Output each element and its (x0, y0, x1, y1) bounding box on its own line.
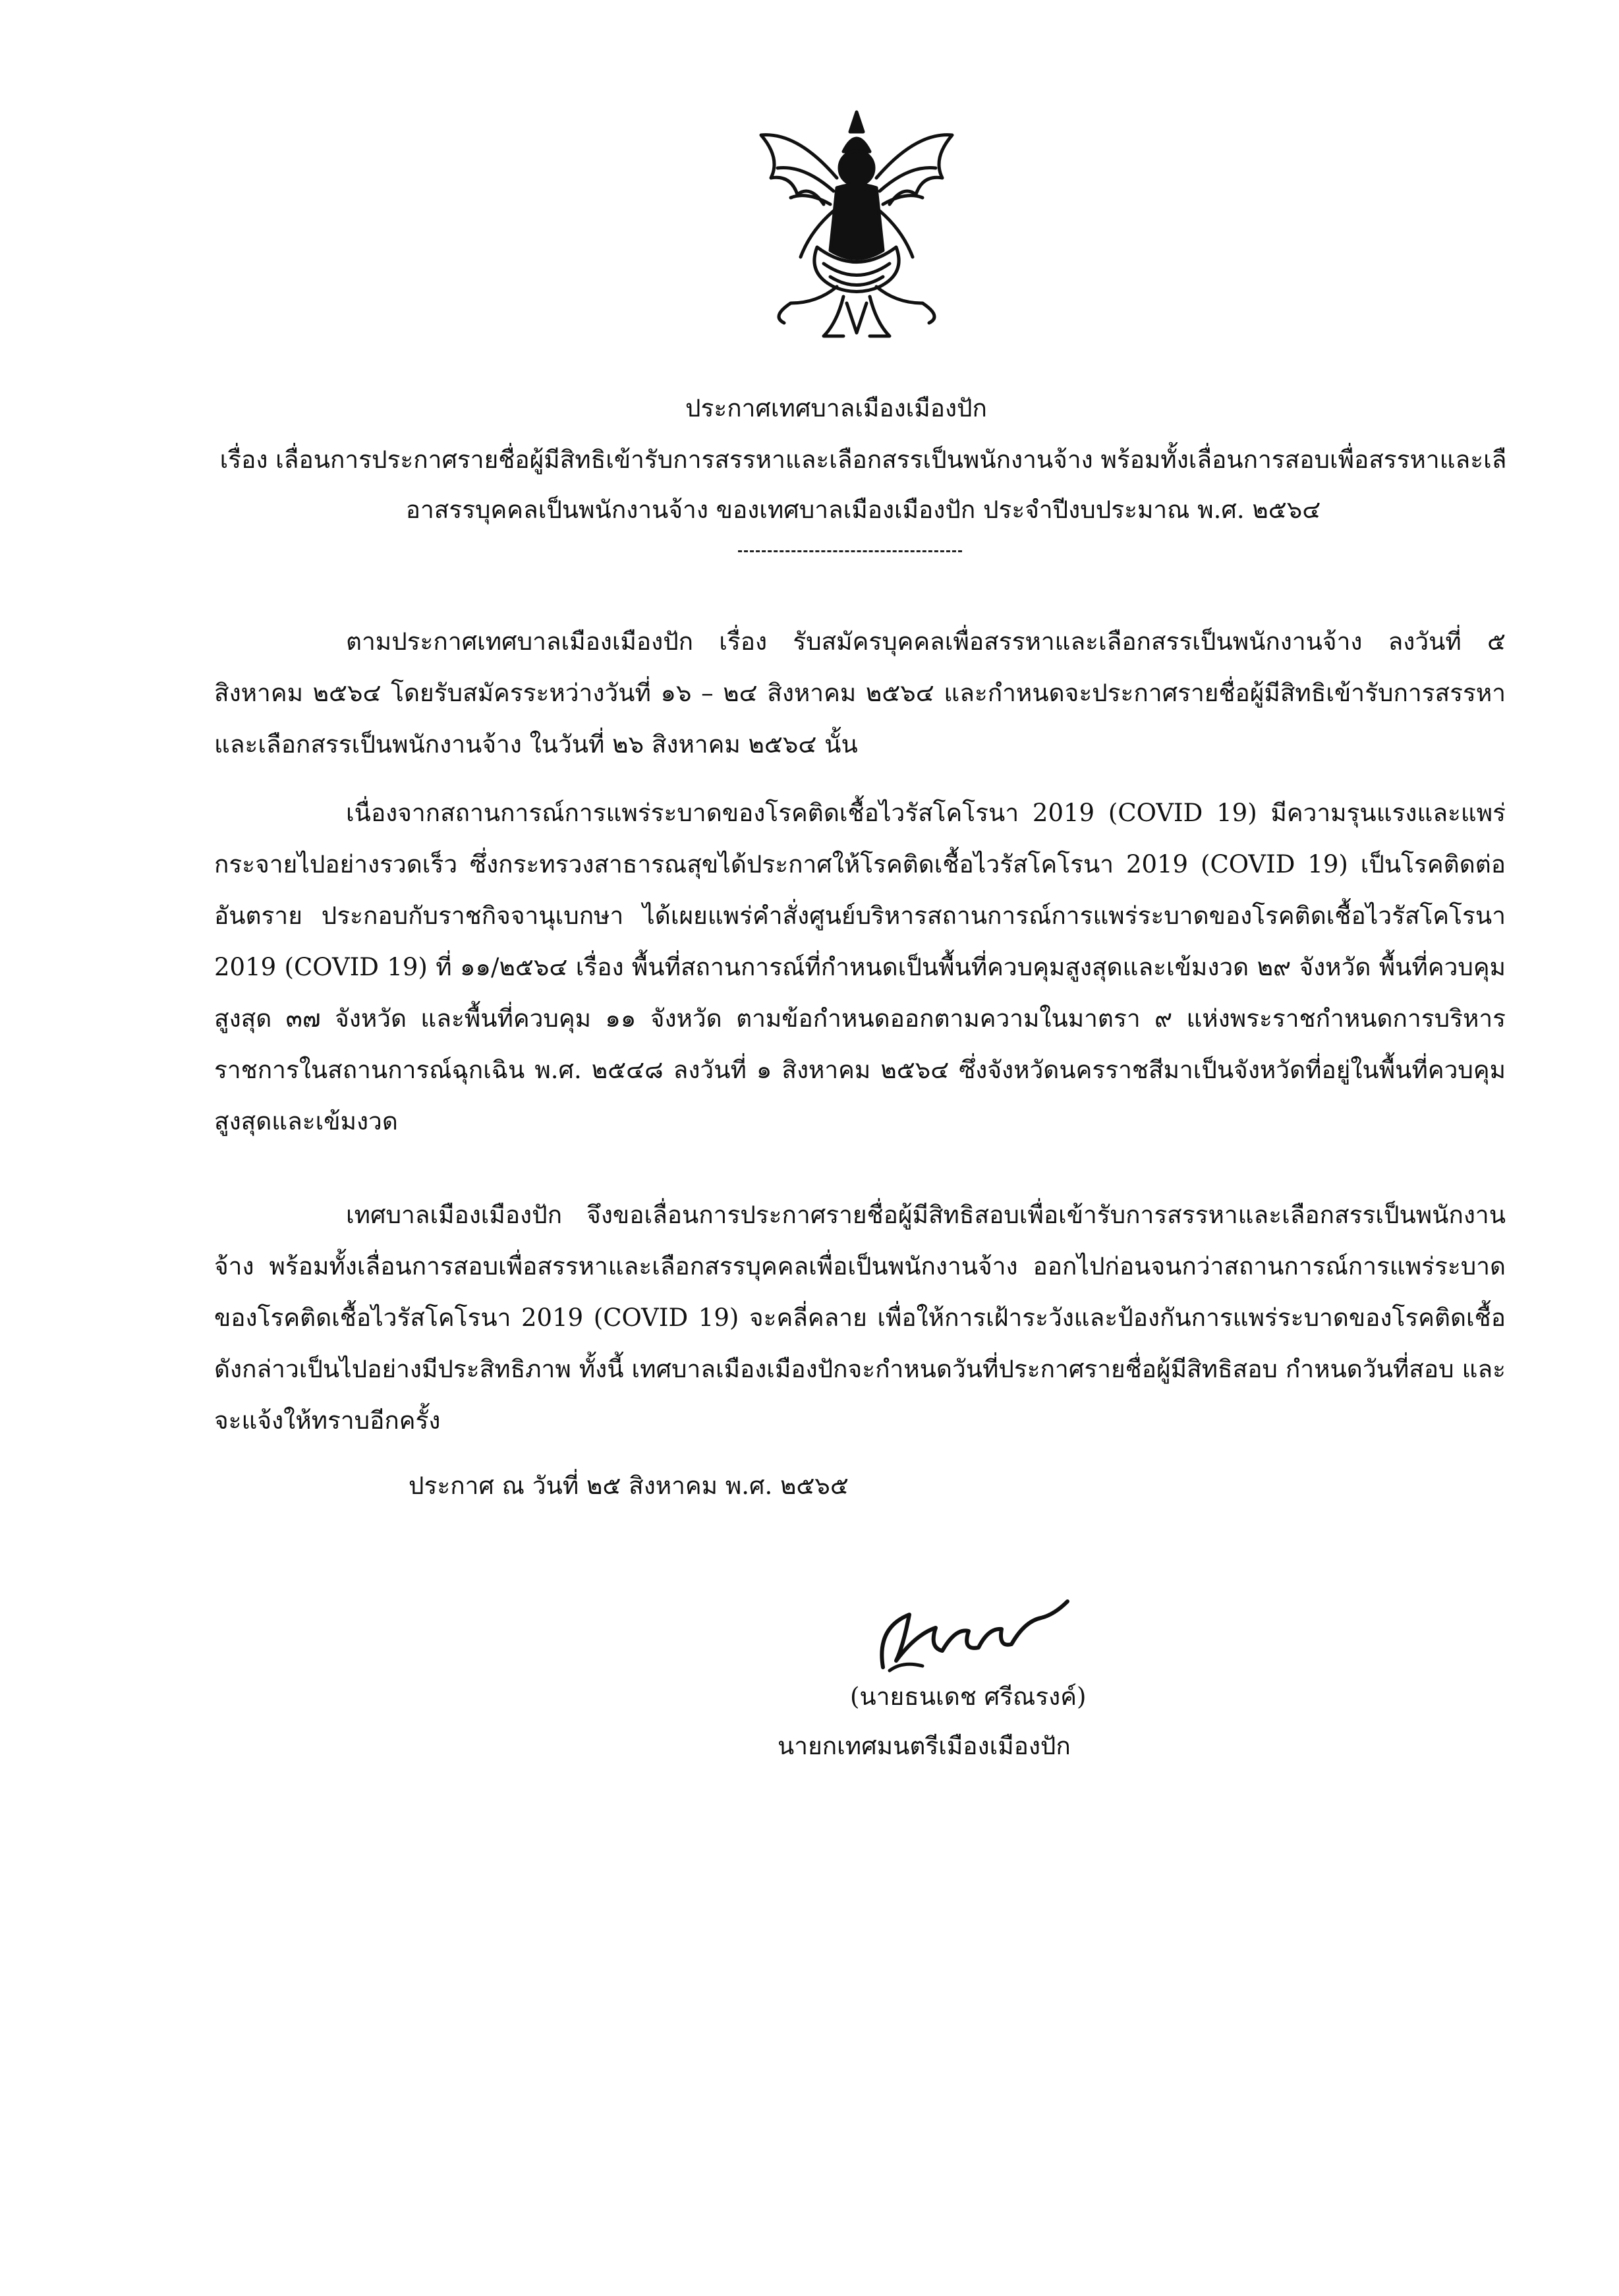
paragraph-2: เนื่องจากสถานการณ์การแพร่ระบาดของโรคติดเชื้อไวรัสโคโรนา 2019 (COVID 19) มีความรุนแรงและแพร่กระจายไปอย่างรวดเร็ว ซึ่งกระทรวงสาธารณสุขได้ประกาศให้โรคติดเชื้อไวรัสโคโรนา 2019 (COVID 19) เป็นโรคติดต่ออันตราย ประกอบกับราชกิจจานุเบกษา ได้เผยแพร่คำสั่งศูนย์บริหารสถานการณ์การแพร่ระบาดของโรคติดเชื้อไวรัสโคโรนา 2019 (COVID 19) ที่ ๑๑/๒๕๖๔ เรื่อง พื้นที่สถานการณ์ที่กำหนดเป็นพื้นที่ควบคุมสูงสุดและเข้มงวด ๒๙ จังหวัด พื้นที่ควบคุมสูงสุด ๓๗ จังหวัด และพื้นที่ควบคุม ๑๑ จังหวัด ตามข้อกำหนดออกตามความในมาตรา ๙ แห่งพระราชกำหนดการบริหารราชการในสถานการณ์ฉุกเฉิน พ.ศ. ๒๕๔๘ ลงวันที่ ๑ สิงหาคม ๒๕๖๔ ซึ่งจังหวัดนครราชสีมาเป็นจังหวัดที่อยู่ในพื้นที่ควบคุมสูงสุดและเข้มงวด (214, 799, 1506, 1135)
signer-name: (นายธนเดช ศรีณรงค์) (850, 1682, 1087, 1711)
handwritten-signature (863, 1588, 1081, 1680)
paragraph-3: เทศบาลเมืองเมืองปัก จึงขอเลื่อนการประกาศรายชื่อผู้มีสิทธิสอบเพื่อเข้ารับการสรรหาและเลือกสรรเป็นพนักงานจ้าง พร้อมทั้งเลื่อนการสอบเพื่อสรรหาและเลือกสรรบุคคลเพื่อเป็นพนักงานจ้าง ออกไปก่อนจนกว่าสถานการณ์การแพร่ระบาดของโรคติดเชื้อไวรัสโคโรนา 2019 (COVID 19) จะคลี่คลาย เพื่อให้การเฝ้าระวังและป้องกันการแพร่ระบาดของโรคติดเชื้อดังกล่าวเป็นไปอย่างมีประสิทธิภาพ ทั้งนี้ เทศบาลเมืองเมืองปักจะกำหนดวันที่ประกาศรายชื่อผู้มีสิทธิสอบ กำหนดวันที่สอบ และจะแจ้งให้ทราบอีกครั้ง (214, 1201, 1506, 1435)
signer-position: นายกเทศมนตรีเมืองเมืองปัก (778, 1732, 1071, 1760)
paragraph-1: ตามประกาศเทศบาลเมืองเมืองปัก เรื่อง รับสมัครบุคคลเพื่อสรรหาและเลือกสรรเป็นพนักงานจ้าง ลงวันที่ ๕ สิงหาคม ๒๕๖๔ โดยรับสมัครระหว่างวันที่ ๑๖ – ๒๔ สิงหาคม ๒๕๖๔ และกำหนดจะประกาศรายชื่อผู้มีสิทธิเข้ารับการสรรหาและเลือกสรรเป็นพนักงานจ้าง ในวันที่ ๒๖ สิงหาคม ๒๕๖๔ นั้น (214, 627, 1506, 759)
dashed-divider (738, 550, 962, 552)
garuda-emblem-icon (745, 105, 969, 356)
announcement-title: ประกาศเทศบาลเมืองเมืองปัก (685, 394, 987, 422)
announcement-subject: เรื่อง เลื่อนการประกาศรายชื่อผู้มีสิทธิเข้ารับการสรรหาและเลือกสรรเป็นพนักงานจ้าง พร้อมทั้งเลื่อนการสอบเพื่อสรรหาและเลือาสรรบุคคลเป็นพนักงานจ้าง ของเทศบาลเมืองเมืองปัก ประจำปีงบประมาณ พ.ศ. ๒๕๖๔ (219, 445, 1507, 524)
announce-date: ประกาศ ณ วันที่ ๒๕ สิงหาคม พ.ศ. ๒๕๖๕ (409, 1472, 849, 1500)
